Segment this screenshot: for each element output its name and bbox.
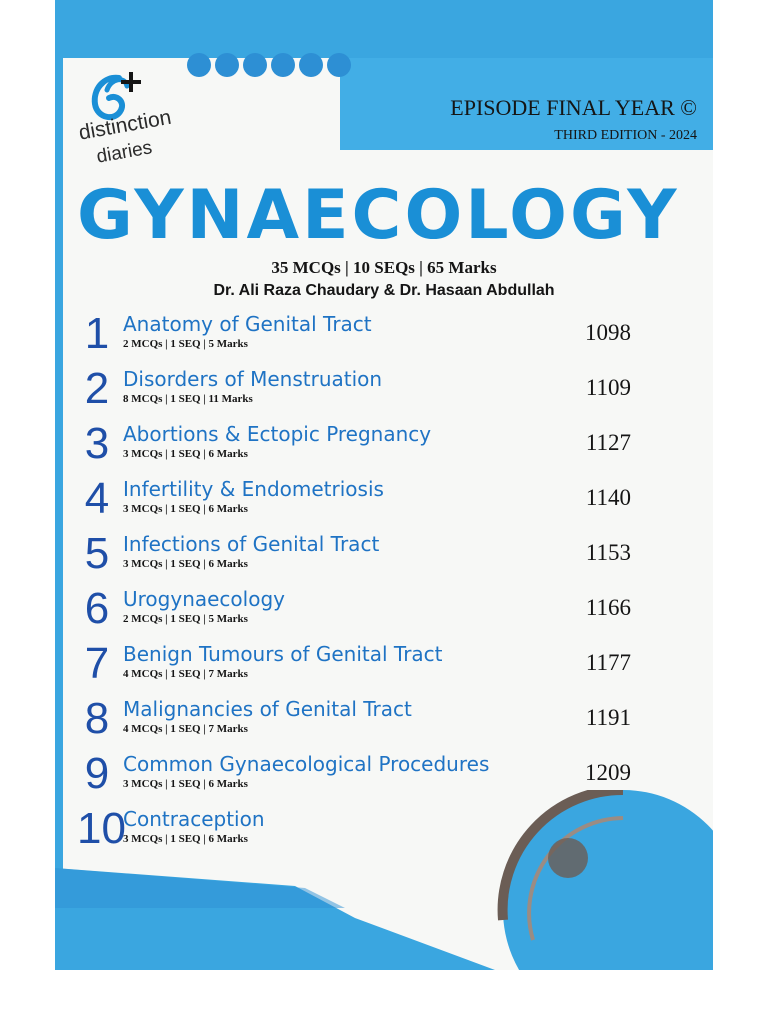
- edition-label: THIRD EDITION - 2024: [554, 128, 697, 143]
- chapter-meta: 2 MCQs | 1 SEQ | 5 Marks: [123, 613, 248, 625]
- chapter-meta: 4 MCQs | 1 SEQ | 7 Marks: [123, 668, 248, 680]
- dot-icon: [215, 53, 239, 77]
- decorative-dots: [187, 53, 351, 77]
- dot-icon: [271, 53, 295, 77]
- brand-logo: [77, 68, 187, 178]
- chapter-meta: 2 MCQs | 1 SEQ | 5 Marks: [123, 338, 248, 350]
- chapter-title: Disorders of Menstruation: [123, 367, 383, 391]
- logo-text-line1: distinction: [77, 105, 173, 145]
- chapter-title: Benign Tumours of Genital Tract: [123, 642, 443, 666]
- chapter-title: Anatomy of Genital Tract: [123, 312, 372, 336]
- toc-entry[interactable]: [55, 693, 713, 749]
- chapter-meta: 3 MCQs | 1 SEQ | 6 Marks: [123, 833, 248, 845]
- chapter-page: 1209: [585, 760, 631, 785]
- toc-entry[interactable]: [55, 638, 713, 694]
- authors-line: Dr. Ali Raza Chaudary & Dr. Hasaan Abdullah: [213, 282, 555, 299]
- chapter-number: 10: [77, 804, 126, 853]
- toc-entry[interactable]: [55, 528, 713, 584]
- chapter-title: Infections of Genital Tract: [123, 532, 380, 556]
- chapter-page: 1140: [585, 485, 631, 510]
- chapter-number: 8: [84, 694, 110, 743]
- chapter-number: 7: [84, 639, 110, 688]
- top-color-band: [55, 0, 713, 58]
- toc-entry[interactable]: [55, 418, 713, 474]
- chapter-page: 1191: [585, 705, 631, 730]
- chapter-title: Common Gynaecological Procedures: [123, 752, 490, 776]
- chapter-number: 1: [84, 309, 110, 358]
- chapter-page: 1153: [585, 540, 631, 565]
- chapter-number: 3: [84, 419, 110, 468]
- chapter-title: Urogynaecology: [123, 587, 285, 611]
- chapter-page: 1127: [585, 430, 631, 455]
- chapter-title: Contraception: [123, 807, 265, 831]
- chapter-page: 1098: [585, 320, 631, 345]
- logo-text-line2: diaries: [95, 137, 154, 168]
- dot-icon: [243, 53, 267, 77]
- chapter-title: Infertility & Endometriosis: [123, 477, 384, 501]
- summary-stats: 35 MCQs | 10 SEQs | 65 Marks: [271, 258, 497, 277]
- chapter-meta: 3 MCQs | 1 SEQ | 6 Marks: [123, 448, 248, 460]
- chapter-meta: 8 MCQs | 1 SEQ | 11 Marks: [123, 393, 253, 405]
- chapter-meta: 3 MCQs | 1 SEQ | 6 Marks: [123, 778, 248, 790]
- toc-entry[interactable]: [55, 473, 713, 529]
- toc-entry[interactable]: [55, 308, 713, 364]
- book-title: GYNAECOLOGY: [77, 176, 680, 255]
- chapter-number: 4: [84, 474, 110, 523]
- chapter-page: 1177: [585, 650, 631, 675]
- dot-icon: [299, 53, 323, 77]
- chapter-number: 6: [84, 584, 110, 633]
- toc-entry[interactable]: [55, 583, 713, 639]
- toc-entry[interactable]: [55, 363, 713, 419]
- dot-icon: [187, 53, 211, 77]
- chapter-meta: 4 MCQs | 1 SEQ | 7 Marks: [123, 723, 248, 735]
- dot-icon: [327, 53, 351, 77]
- chapter-title: Abortions & Ectopic Pregnancy: [123, 422, 432, 446]
- chapter-page: 1166: [585, 595, 631, 620]
- chapter-number: 2: [84, 364, 110, 413]
- chapter-number: 5: [84, 529, 110, 578]
- decorative-circle-graphic: [473, 790, 713, 970]
- chapter-page: 1109: [585, 375, 631, 400]
- chapter-meta: 3 MCQs | 1 SEQ | 6 Marks: [123, 503, 248, 515]
- chapter-meta: 3 MCQs | 1 SEQ | 6 Marks: [123, 558, 248, 570]
- chapter-title: Malignancies of Genital Tract: [123, 697, 412, 721]
- series-title: EPISODE FINAL YEAR ©: [450, 95, 697, 120]
- book-page: [55, 0, 713, 970]
- chapter-number: 9: [84, 749, 110, 798]
